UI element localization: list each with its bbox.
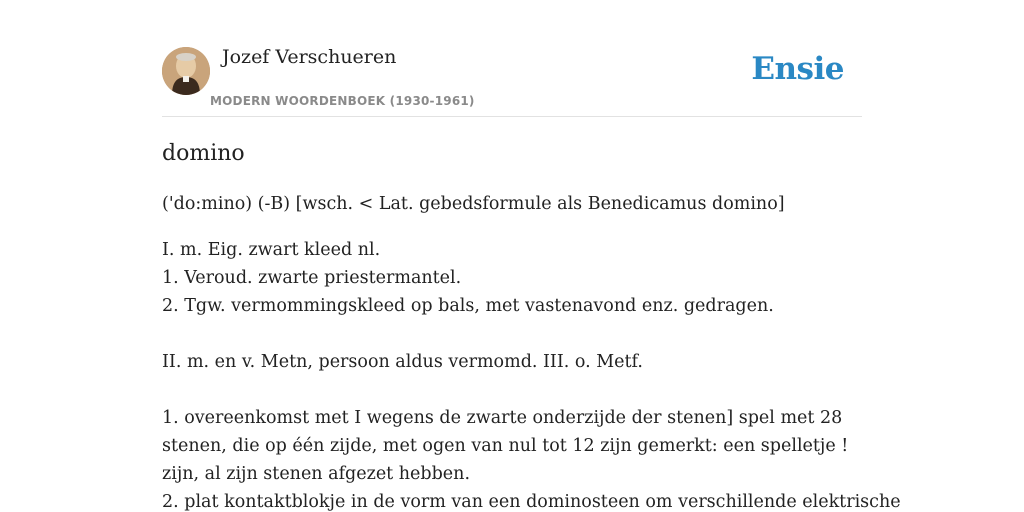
definition-line: 1. Veroud. zwarte priestermantel. [162, 268, 462, 288]
entry-etymology: ('do:mino) (-B) [wsch. < Lat. gebedsformule als Benedicamus domino] [162, 194, 785, 214]
definition-line: 2. plat kontaktblokje in de vorm van een dominosteen om verschillende elektrische [162, 492, 901, 512]
author-name[interactable]: Jozef Verschueren [222, 46, 397, 68]
blank-line [162, 320, 862, 348]
entry-header [162, 0, 862, 117]
entry-definitions [162, 236, 901, 512]
definition-line: 2. Tgw. vermommingskleed op bals, met vastenavond enz. gedragen. [162, 296, 774, 316]
blank-line [162, 376, 862, 404]
definition-line: 1. overeenkomst met I wegens de zwarte onderzijde der stenen] spel met 28 stenen, die op één zijde, met ogen van nul tot 12 zijn gemerkt: een spelletje ! zijn, al zijn stenen afgezet hebben. [162, 408, 849, 484]
definition-line: II. m. en v. Metn, persoon aldus vermomd. III. o. Metf. [162, 352, 643, 372]
entry-headword: domino [162, 141, 245, 166]
source-dictionary[interactable]: MODERN WOORDENBOEK (1930-1961) [210, 94, 475, 108]
author-portrait-icon [162, 47, 210, 95]
author-avatar[interactable] [162, 47, 210, 95]
definition-line: I. m. Eig. zwart kleed nl. [162, 240, 381, 260]
brand-logo[interactable]: Ensie [751, 51, 844, 87]
entry-content [162, 138, 901, 512]
